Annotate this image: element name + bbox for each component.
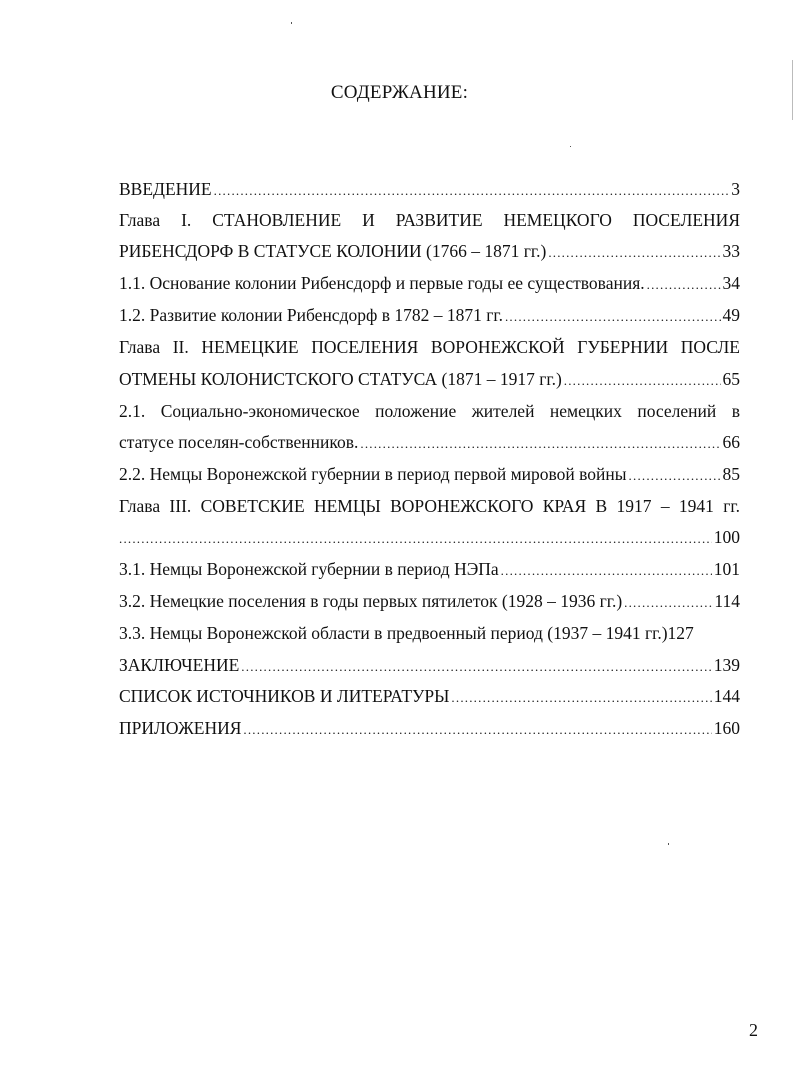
- toc-entry-chapter-3-line-1[interactable]: [119, 493, 740, 519]
- toc-entry-section-3-3[interactable]: [119, 620, 740, 646]
- toc-entry-section-3-2[interactable]: [119, 588, 740, 614]
- dot-leader: [360, 431, 720, 455]
- toc-entry-page: 65: [722, 369, 740, 389]
- toc-entry-label: ЗАКЛЮЧЕНИЕ: [119, 655, 240, 675]
- toc-entry-page: 33: [722, 241, 740, 261]
- toc-entry-chapter-1-line-1[interactable]: [119, 207, 740, 233]
- dot-leader: [647, 272, 721, 296]
- dot-leader: [214, 178, 730, 202]
- dot-leader: [243, 717, 711, 741]
- toc-entry-label: ОТМЕНЫ КОЛОНИСТСКОГО СТАТУСА (1871 – 1917 гг.): [119, 369, 562, 389]
- toc-entry-label: РИБЕНСДОРФ В СТАТУСЕ КОЛОНИИ (1766 – 1871 гг.): [119, 241, 547, 261]
- toc-entry-section-2-1-line-2[interactable]: [119, 429, 740, 455]
- toc-entry-label: статусе поселян-собственников.: [119, 432, 359, 452]
- toc-entry-page: 114: [714, 591, 740, 611]
- toc-entry-page: 139: [713, 655, 740, 675]
- toc-entry-label: ПРИЛОЖЕНИЯ: [119, 718, 242, 738]
- dot-leader: [451, 685, 711, 709]
- toc-entry-page: 100: [713, 527, 740, 547]
- toc-entry-label: 3.1. Немцы Воронежской губернии в период НЭПа: [119, 559, 499, 579]
- toc-entry-chapter-2-line-1[interactable]: [119, 334, 740, 360]
- toc-entry-page: 101: [713, 559, 740, 579]
- dot-leader: [501, 558, 712, 582]
- toc-entry-sources[interactable]: [119, 683, 740, 709]
- scan-speck: [291, 22, 292, 24]
- toc-entry-chapter-1-line-2[interactable]: [119, 238, 740, 264]
- toc-entry-section-1-1[interactable]: [119, 270, 740, 296]
- toc-entry-label: ВВЕДЕНИЕ: [119, 179, 212, 199]
- dot-leader: [548, 240, 720, 264]
- dot-leader: [241, 654, 711, 678]
- toc-entry-page: 34: [722, 273, 740, 293]
- toc-entry-page: 160: [713, 718, 740, 738]
- toc-entry-label: 3.3. Немцы Воронежской области в предвоенный период (1937 – 1941 гг.)127: [119, 623, 694, 643]
- dot-leader: [629, 463, 721, 487]
- toc-entry-label: 2.2. Немцы Воронежской губернии в период первой мировой войны: [119, 464, 627, 484]
- toc-entry-label: 1.2. Развитие колонии Рибенсдорф в 1782 – 1871 гг.: [119, 305, 503, 325]
- toc-entry-appendix[interactable]: [119, 715, 740, 741]
- toc-entry-chapter-2-line-2[interactable]: [119, 366, 740, 392]
- toc-entry-page: 3: [731, 179, 740, 199]
- dot-leader: [505, 304, 721, 328]
- toc-entry-label: Глава III. СОВЕТСКИЕ НЕМЦЫ ВОРОНЕЖСКОГО КРАЯ В 1917 – 1941 гг.: [119, 496, 740, 516]
- toc-entry-conclusion[interactable]: [119, 652, 740, 678]
- toc-entry-chapter-3-line-2[interactable]: [119, 524, 740, 550]
- page-number: 2: [749, 1020, 758, 1040]
- toc-entry-page: 49: [722, 305, 740, 325]
- toc-entry-section-1-2[interactable]: [119, 302, 740, 328]
- dot-leader: [564, 368, 721, 392]
- toc-entry-section-2-1-line-1[interactable]: [119, 398, 740, 424]
- toc-entry-page: 85: [722, 464, 740, 484]
- toc-entry-section-2-2[interactable]: [119, 461, 740, 487]
- toc-entry-label: 1.1. Основание колонии Рибенсдорф и первые годы ее существования.: [119, 273, 645, 293]
- toc-entry-label: СПИСОК ИСТОЧНИКОВ И ЛИТЕРАТУРЫ: [119, 686, 450, 706]
- dot-leader: [624, 590, 712, 614]
- toc-entry-introduction[interactable]: [119, 176, 740, 202]
- page-title: СОДЕРЖАНИЕ:: [330, 82, 469, 103]
- scan-speck: [570, 146, 571, 147]
- toc-entry-section-3-1[interactable]: [119, 556, 740, 582]
- toc-entry-page: 144: [713, 686, 740, 706]
- toc-entry-page: 66: [722, 432, 740, 452]
- toc-entry-label: Глава II. НЕМЕЦКИЕ ПОСЕЛЕНИЯ ВОРОНЕЖСКОЙ ГУБЕРНИИ ПОСЛЕ: [119, 337, 740, 357]
- scan-speck: [668, 843, 669, 845]
- toc-entry-label: Глава I. СТАНОВЛЕНИЕ И РАЗВИТИЕ НЕМЕЦКОГО ПОСЕЛЕНИЯ: [119, 210, 740, 230]
- toc-entry-label: 2.1. Социально-экономическое положение жителей немецких поселений в: [119, 401, 740, 421]
- dot-leader: [119, 526, 712, 550]
- toc-entry-label: 3.2. Немецкие поселения в годы первых пятилеток (1928 – 1936 гг.): [119, 591, 623, 611]
